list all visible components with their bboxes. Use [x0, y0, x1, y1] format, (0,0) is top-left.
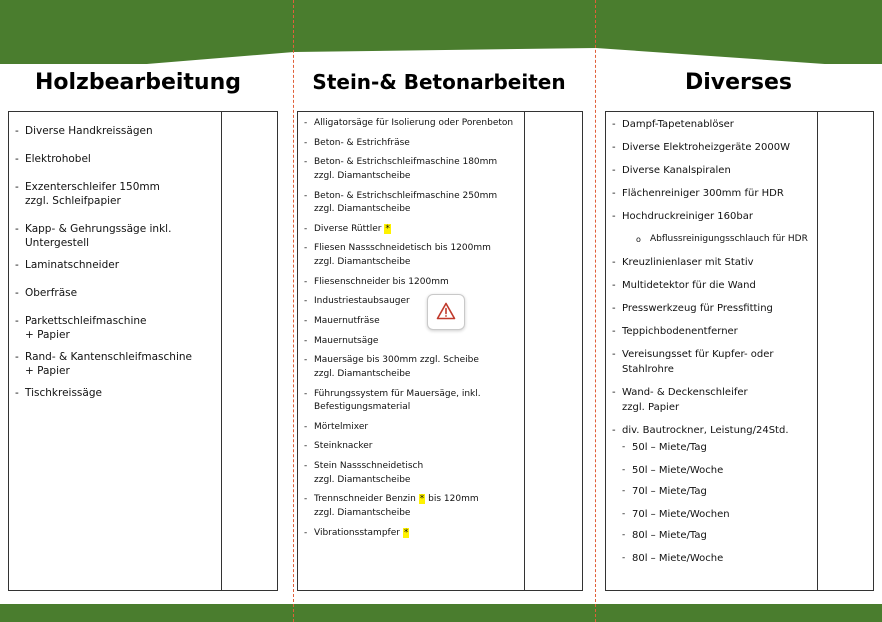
item-list — [15, 124, 215, 414]
list-item — [15, 386, 215, 400]
highlight-marker: * — [419, 494, 425, 505]
item-text-line2: zzgl. Papier — [622, 402, 680, 413]
item-text-line2: + Papier — [25, 365, 70, 377]
item-text: Führungssystem für Mauersäge, inkl. — [314, 388, 481, 399]
list-item — [15, 124, 215, 138]
item-text: Mauersäge bis 300mm zzgl. Scheibe — [314, 355, 479, 366]
item-text-line2: zzgl. Schleifpapier — [25, 195, 121, 207]
list-item — [612, 163, 872, 178]
item-text: Wand- & Deckenschleifer — [622, 387, 748, 398]
item-text-line2: + Papier — [25, 329, 70, 341]
list-item — [612, 140, 872, 155]
list-item — [612, 324, 872, 339]
item-text-line2: Untergestell — [25, 237, 90, 249]
warning-overlay-button[interactable] — [427, 294, 465, 330]
fold-line-right — [595, 0, 596, 622]
item-text: Laminatschneider — [25, 259, 120, 271]
item-text: Steinknacker — [314, 441, 373, 452]
item-text: Abflussreinigungsschlauch für HDR — [650, 234, 808, 244]
item-text: Dampf-Tapetenablöser — [622, 119, 734, 130]
list-item — [304, 276, 524, 290]
item-text: Trennschneider Benzin — [314, 494, 416, 505]
item-text-line2: zzgl. Diamantscheibe — [314, 204, 411, 215]
item-text: Parkettschleifmaschine — [25, 315, 147, 327]
list-item — [15, 314, 215, 342]
list-item — [304, 117, 524, 131]
rate-text: 70l – Miete/Wochen — [632, 509, 730, 520]
list-item — [304, 527, 524, 541]
list-item — [304, 190, 524, 217]
item-text: Oberfräse — [25, 287, 78, 299]
checkbox-column-divider — [221, 112, 222, 590]
checkbox-column-divider — [524, 112, 525, 590]
list-item — [612, 423, 872, 566]
rate-text: 80l – Miete/Tag — [632, 530, 707, 541]
item-text: Vibrationsstampfer — [314, 527, 400, 538]
list-item — [15, 152, 215, 166]
item-text: Stein Nassschneidetisch — [314, 461, 424, 472]
item-text: Beton- & Estrichschleifmaschine 180mm — [314, 157, 498, 168]
list-item — [15, 286, 215, 300]
list-item — [612, 209, 872, 224]
rate-item — [622, 440, 872, 455]
item-text-suffix: bis 120mm — [428, 494, 479, 505]
item-text: Beton- & Estrichschleifmaschine 250mm — [314, 190, 498, 201]
item-text: Industriestaubsauger — [314, 296, 410, 307]
list-item — [15, 180, 215, 208]
list-item — [612, 347, 872, 377]
list-item — [612, 278, 872, 293]
list-item — [612, 186, 872, 201]
fold-line-left — [293, 0, 294, 622]
rate-text: 50l – Miete/Woche — [632, 465, 724, 476]
bautrockner-rates — [622, 440, 872, 566]
list-item — [304, 137, 524, 151]
sub-list-item — [626, 232, 872, 247]
item-text-line2: zzgl. Diamantscheibe — [314, 256, 411, 267]
item-text-line2: zzgl. Diamantscheibe — [314, 474, 411, 485]
rate-text: 70l – Miete/Tag — [632, 486, 707, 497]
item-text: Mauernutsäge — [314, 335, 379, 346]
item-text: Kreuzlinienlaser mit Stativ — [622, 257, 754, 268]
item-text-line2: Befestigungsmaterial — [314, 402, 411, 413]
item-text: Teppichbodenentferner — [622, 326, 738, 337]
column-title: Holzbearbeitung — [34, 70, 242, 95]
item-text: Kapp- & Gehrungssäge inkl. — [25, 223, 172, 235]
item-text: Hochdruckreiniger 160bar — [622, 211, 753, 222]
list-item — [612, 117, 872, 132]
highlight-marker: * — [403, 527, 409, 538]
list-item — [304, 421, 524, 435]
list-item — [612, 385, 872, 415]
rate-item — [622, 551, 872, 566]
item-text: Multidetektor für die Wand — [622, 280, 756, 291]
item-text-line2: zzgl. Diamantscheibe — [314, 368, 411, 379]
item-text-line2: Stahlrohre — [622, 364, 674, 375]
item-text: Diverse Kanalspiralen — [622, 165, 731, 176]
list-item — [304, 440, 524, 454]
rate-text: 50l – Miete/Tag — [632, 442, 707, 453]
list-item — [304, 315, 524, 329]
list-item — [15, 350, 215, 378]
list-item — [304, 354, 524, 381]
rate-item — [622, 463, 872, 478]
list-item — [304, 460, 524, 487]
rate-text: 80l – Miete/Woche — [632, 553, 724, 564]
item-text: Presswerkzeug für Pressfitting — [622, 303, 773, 314]
item-text: Fliesen Nassschneidetisch bis 1200mm — [314, 243, 491, 254]
item-text: Mauernutfräse — [314, 316, 380, 326]
column-title: Stein-& Betonarbeiten — [312, 70, 566, 94]
item-list — [304, 117, 524, 546]
rate-item — [622, 528, 872, 543]
list-item — [15, 222, 215, 250]
item-text: Exzenterschleifer 150mm — [25, 181, 160, 193]
list-item — [612, 301, 872, 316]
item-text: Diverse Rüttler — [314, 223, 382, 234]
item-text: Fliesenschneider bis 1200mm — [314, 276, 449, 287]
item-text-line2: zzgl. Diamantscheibe — [314, 170, 411, 181]
item-text: Rand- & Kantenschleifmaschine — [25, 351, 192, 363]
list-item — [304, 335, 524, 349]
list-item — [304, 493, 524, 520]
item-text: Flächenreiniger 300mm für HDR — [622, 188, 784, 199]
rate-item — [622, 507, 872, 522]
item-text: Diverse Handkreissägen — [25, 125, 153, 137]
item-text: Mörtelmixer — [314, 421, 369, 432]
warning-triangle-icon — [436, 302, 456, 320]
item-text: Beton- & Estrichfräse — [314, 137, 410, 148]
item-list — [612, 117, 872, 574]
list-item — [304, 223, 524, 237]
item-text-line2: zzgl. Diamantscheibe — [314, 507, 411, 518]
highlight-marker: * — [385, 223, 390, 234]
list-item — [304, 388, 524, 415]
item-text: Elektrohobel — [25, 153, 91, 165]
list-item — [15, 258, 215, 272]
list-item — [304, 242, 524, 269]
item-text: Diverse Elektroheizgeräte 2000W — [622, 142, 791, 153]
rate-item — [622, 484, 872, 499]
item-text: Vereisungsset für Kupfer- oder — [622, 349, 774, 360]
item-text: Tischkreissäge — [25, 387, 102, 399]
item-text: Alligatorsäge für Isolierung oder Porenbeton — [314, 118, 514, 128]
list-item — [612, 255, 872, 270]
item-text: div. Bautrockner, Leistung/24Std. — [622, 425, 789, 436]
list-item — [304, 295, 524, 309]
list-item — [304, 156, 524, 183]
column-title: Diverses — [684, 70, 793, 95]
